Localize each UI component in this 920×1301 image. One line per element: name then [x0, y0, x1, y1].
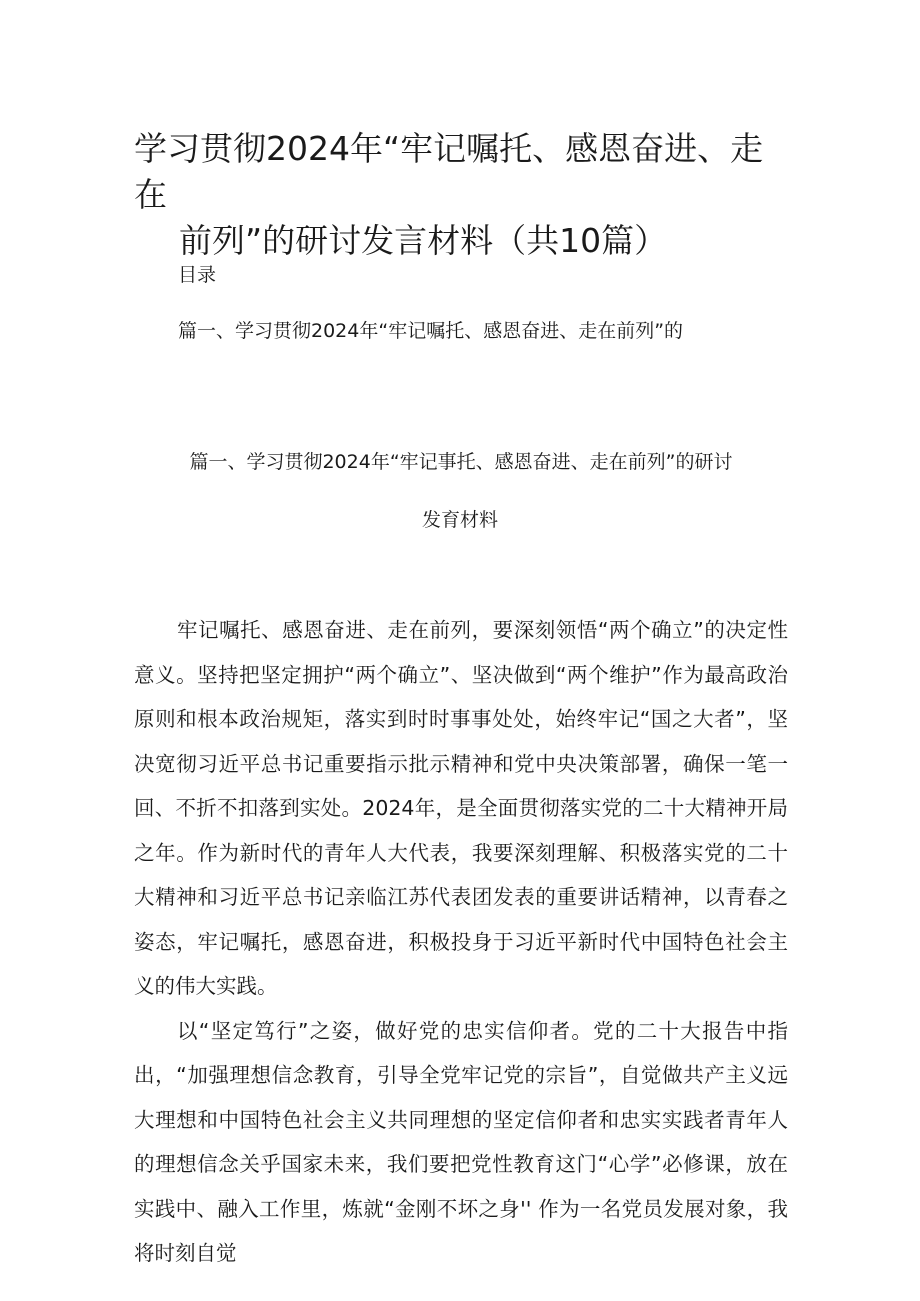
section-title-line-1: 篇一、学习贯彻2024年“牢记事托、感恩奋进、走在前列”的研讨 — [189, 451, 733, 473]
body-text — [134, 608, 788, 1276]
toc-heading: 目录 — [178, 264, 217, 286]
section-title-line-2: 发育材料 — [421, 509, 498, 531]
document-title-line-2: 前列”的研讨发言材料（共10篇） — [179, 221, 668, 260]
body-paragraph-1: 牢记嘱托、感恩奋进、走在前列，要深刻领悟“两个确立”的决定性意义。坚持把坚定拥护“两个确立”、坚决做到“两个维护”作为最高政治原则和根本政治规矩，落实到时时事事处处，始终牢记“国之大者”，坚决宽彻习近平总书记重要指示批示精神和党中央决策部署，确保一笔一回、不折不扣落到实处。2024年，是全面贯彻落实党的二十大精神开局之年。作为新时代的青年人大代表，我要深刻理解、积极落实党的二十大精神和习近平总书记亲临江苏代表团发表的重要讲话精神，以青春之姿态，牢记嘱托，感恩奋进，积极投身于习近平新时代中国特色社会主义的伟大实践。 — [134, 618, 788, 998]
section-title — [0, 449, 920, 533]
document-title-line-1: 学习贯彻2024年“牢记嘱托、感恩奋进、走在 — [134, 129, 764, 214]
document-title — [134, 126, 794, 264]
body-paragraph-2: 以“坚定笃行”之姿，做好党的忠实信仰者。党的二十大报告中指出，“加强理想信念教育，引导全党牢记党的宗旨”，自觉做共产主义远大理想和中国特色社会主义共同理想的坚定信仰者和忠实实践者青年人的理想信念关乎国家未来，我们要把党性教育这门“心学”必修课，放在实践中、融入工作里，炼就“金刚不坏之身'' 作为一名党员发展对象，我将时刻自觉 — [134, 1018, 788, 1265]
toc-item[interactable]: 篇一、学习贯彻2024年“牢记嘱托、感恩奋进、走在前列”的 — [178, 320, 684, 342]
